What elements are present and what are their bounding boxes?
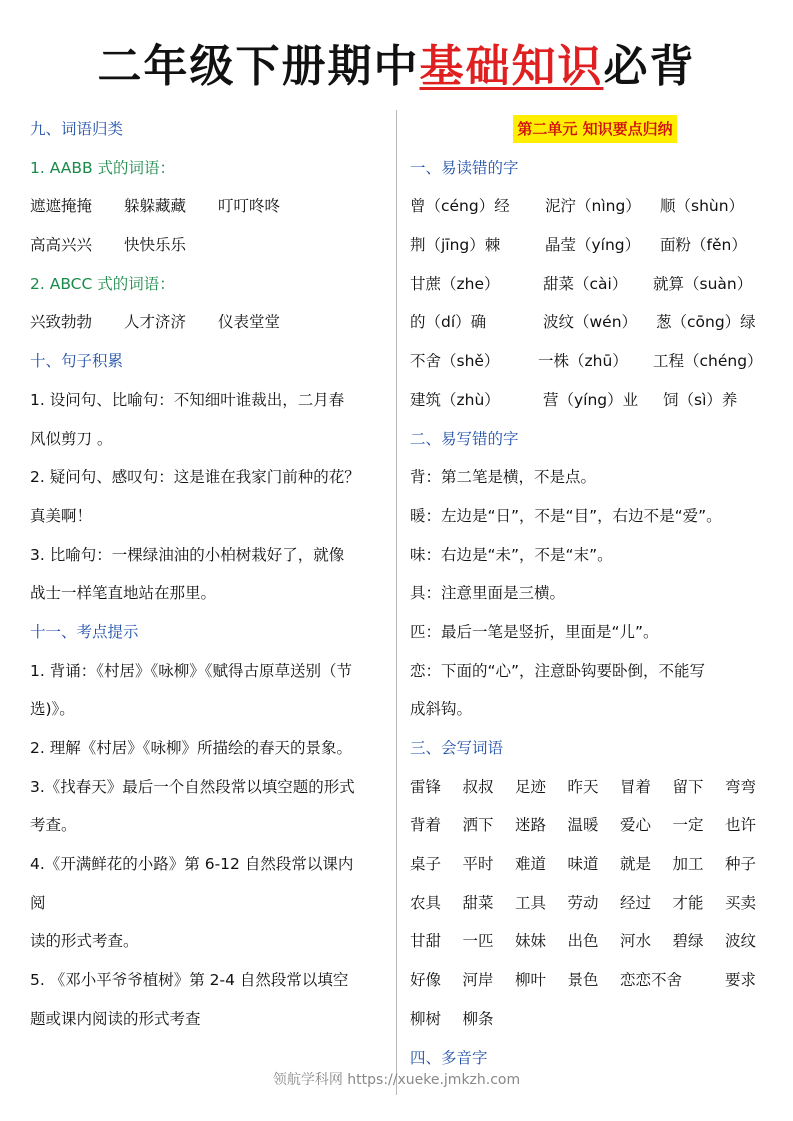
text-line: 选)》。 <box>30 700 75 719</box>
footer-watermark: 领航学科网 https://xueke.jmkzh.com <box>272 1072 521 1088</box>
text-line: 暖：左边是“日”，不是“目”，右边不是“爱”。 <box>410 506 722 525</box>
text-line: 风似剪刀 。 <box>30 429 113 448</box>
unit-title: 第二单元 知识要点归纳 <box>513 115 676 143</box>
left-column <box>30 110 386 1039</box>
text-line: 背：第二笔是横，不是点。 <box>410 468 597 487</box>
pinyin-row: 建筑（zhù） 营（yíng）业 饲（sì）养 <box>410 390 738 409</box>
word-grid-row: 背着 洒下 迷路 温暖 爱心 一定 也许 <box>410 816 757 835</box>
section-heading: 三、会写词语 <box>410 739 504 757</box>
title-highlight: 基础知识 <box>419 41 604 92</box>
subheading: 1. AABB 式的词语： <box>30 158 176 177</box>
text-line: 1. 设问句、比喻句：不知细叶谁裁出，二月春 <box>30 390 345 409</box>
text-line: 战士一样笔直地站在那里。 <box>30 584 217 603</box>
text-line: 考查。 <box>30 816 77 835</box>
word-row: 高高兴兴 快快乐乐 <box>30 236 187 255</box>
word-grid-row: 桌子 平时 难道 味道 就是 加工 种子 <box>410 855 757 874</box>
right-column <box>410 110 780 1077</box>
text-line: 成斜钩。 <box>410 700 473 719</box>
section-heading: 一、易读错的字 <box>410 158 519 177</box>
text-line: 阅 <box>30 893 46 912</box>
text-line: 具：注意里面是三横。 <box>410 584 566 603</box>
text-line: 4.《开满鲜花的小路》第 6-12 自然段常以课内 <box>30 855 354 874</box>
text-line: 2. 理解《村居》《咏柳》所描绘的春天的景象。 <box>30 739 352 757</box>
text-line: 3. 比喻句：一棵绿油油的小柏树栽好了，就像 <box>30 545 345 564</box>
word-grid-row: 农具 甜菜 工具 劳动 经过 才能 买卖 <box>410 893 757 912</box>
text-line: 真美啊！ <box>30 506 93 525</box>
word-grid-row: 雷锋 叔叔 足迹 昨天 冒着 留下 弯弯 <box>410 777 757 796</box>
word-grid-row: 柳树 柳条 <box>410 1009 494 1028</box>
section-heading: 四、多音字 <box>410 1048 488 1067</box>
text-line: 味：右边是“未”，不是“末”。 <box>410 545 613 564</box>
page-title: 二年级下册期中基础知识必背 <box>97 41 696 92</box>
pinyin-row: 不舍（shě） 一株（zhū） 工程（chéng） <box>410 352 763 371</box>
pinyin-row: 荆（jīng）棘 晶莹（yíng） 面粉（fěn） <box>410 236 747 255</box>
text-line: 3.《找春天》最后一个自然段常以填空题的形式 <box>30 777 355 796</box>
pinyin-row: 甘蔗（zhe） 甜菜（cài） 就算（suàn） <box>410 274 753 293</box>
word-grid-row: 甘甜 一匹 妹妹 出色 河水 碧绿 波纹 <box>410 932 757 951</box>
pinyin-row: 的（dí）确 波纹（wén） 葱（cōng）绿 <box>410 313 756 332</box>
unit-title-row <box>410 110 780 149</box>
text-line: 读的形式考查。 <box>30 932 139 951</box>
column-divider <box>396 110 397 1095</box>
word-grid-row: 好像 河岸 柳叶 景色 恋恋不舍 要求 <box>410 971 757 990</box>
text-line: 恋：下面的“心”，注意卧钩要卧倒，不能写 <box>410 661 706 680</box>
text-line: 2. 疑问句、感叹句：这是谁在我家门前种的花？ <box>30 468 360 487</box>
subheading: 2. ABCC 式的词语： <box>30 274 175 293</box>
text-line: 1. 背诵：《村居》《咏柳》《赋得古原草送别（节 <box>30 661 352 680</box>
text-line: 匹：最后一笔是竖折，里面是“儿”。 <box>410 622 659 641</box>
word-row: 遮遮掩掩 躲躲藏藏 叮叮咚咚 <box>30 197 281 216</box>
text-line: 5. 《邓小平爷爷植树》第 2-4 自然段常以填空 <box>30 971 349 990</box>
section-heading: 十、句子积累 <box>30 352 124 371</box>
section-heading: 九、词语归类 <box>30 120 124 138</box>
pinyin-row: 曾（céng）经 泥泞（nìng） 顺（shùn） <box>410 197 745 216</box>
text-line: 题或课内阅读的形式考查 <box>30 1009 201 1028</box>
word-row: 兴致勃勃 人才济济 仪表堂堂 <box>30 313 281 332</box>
section-heading: 二、易写错的字 <box>410 429 519 448</box>
section-heading: 十一、考点提示 <box>30 622 139 641</box>
